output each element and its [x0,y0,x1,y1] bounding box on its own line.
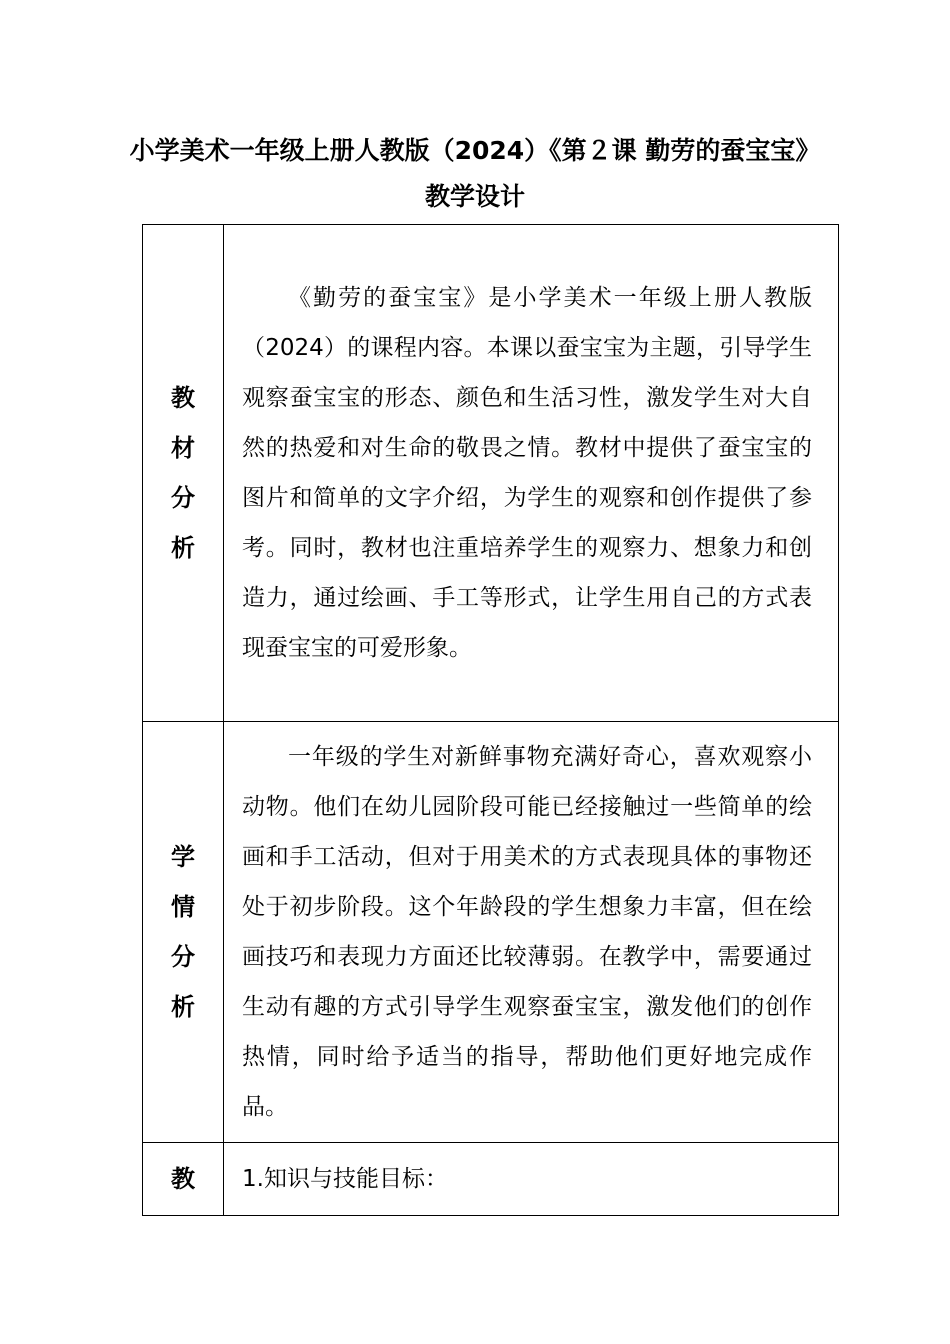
row-content-text: 1.知识与技能目标： [242,1166,448,1192]
row-content-cell [224,1143,839,1216]
table-row-textbook-analysis [143,225,839,722]
row-label-cell [143,1143,224,1216]
row-label-cell [143,722,224,1143]
document-title: 小学美术一年级上册人教版（2024）《第２课 勤劳的蚕宝宝》教学设计 [129,136,821,211]
table-row-student-analysis [143,722,839,1143]
row-label-cell [143,225,224,722]
table-row-teaching-goals [143,1143,839,1216]
row-label: 学情分析 [171,843,195,1021]
row-content-text: 《勤劳的蚕宝宝》是小学美术一年级上册人教版（2024）的课程内容。本课以蚕宝宝为主题，引导学生观察蚕宝宝的形态、颜色和生活习性，激发学生对大自然的热爱和对生命的敬畏之情。教材中提供了蚕宝宝的图片和简单的文字介绍，为学生的观察和创作提供了参考。同时，教材也注重培养学生的观察力、想象力和创造力，通过绘画、手工等形式，让学生用自己的方式表现蚕宝宝的可爱形象。 [242,285,812,661]
row-content-cell [224,722,839,1143]
row-label: 教 [171,1165,195,1193]
lesson-plan-table [142,224,839,1216]
row-content-cell [224,225,839,722]
row-label: 教材分析 [171,384,195,562]
row-content-text: 一年级的学生对新鲜事物充满好奇心，喜欢观察小动物。他们在幼儿园阶段可能已经接触过一些简单的绘画和手工活动，但对于用美术的方式表现具体的事物还处于初步阶段。这个年龄段的学生想象力丰富，但在绘画技巧和表现力方面还比较薄弱。在教学中，需要通过生动有趣的方式引导学生观察蚕宝宝，激发他们的创作热情，同时给予适当的指导，帮助他们更好地完成作品。 [242,744,812,1120]
